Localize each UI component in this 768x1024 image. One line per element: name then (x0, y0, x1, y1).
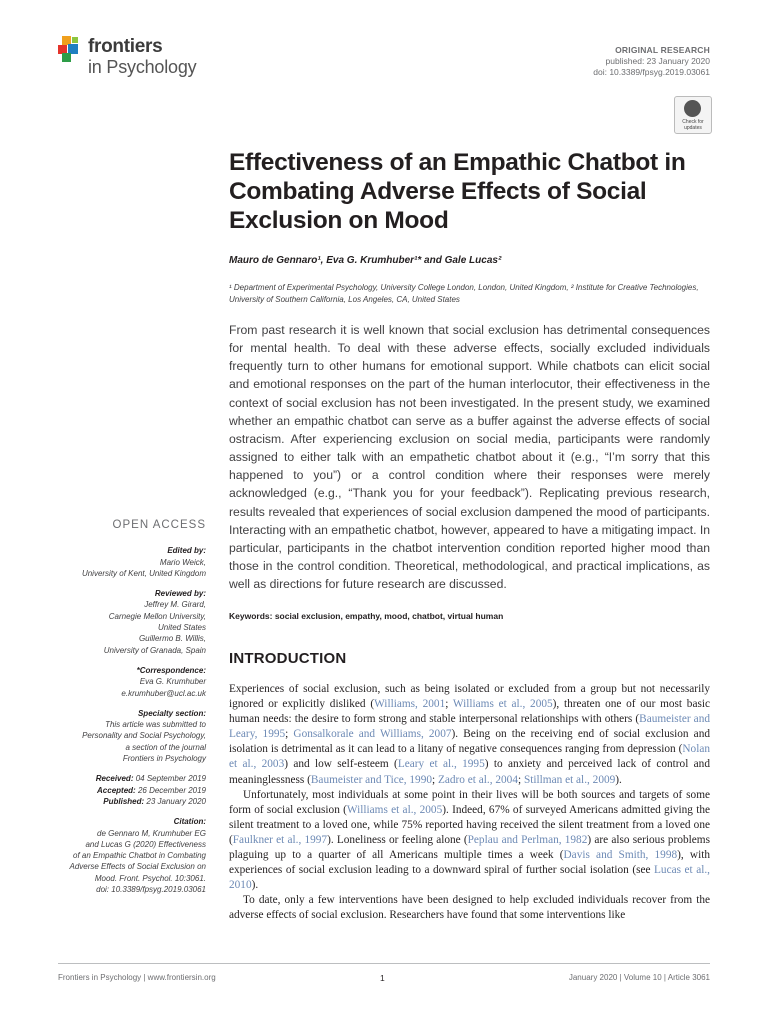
citation-link[interactable]: Baumeister and Leary, 1995 (229, 713, 710, 741)
footer-divider (58, 963, 710, 964)
body-text: ). Indeed, 67% of surveyed Americans admitted giving the silent treatment to a loved one, while 75% reported having received the silent treatment from a loved one ( (229, 803, 710, 846)
body-text: To date, only a few interventions have been designed to help excluded individuals recover from the adverse effects of social exclusion. Researchers have found that some interventions like (229, 894, 710, 922)
citation-link[interactable]: Williams et al., 2005 (452, 698, 553, 711)
correspondence-label: *Correspondence: (136, 665, 206, 675)
dates-block (58, 773, 206, 807)
citation-link[interactable]: Peplau and Perlman, 1982 (467, 833, 588, 846)
published-date-sidebar: Published: 23 January 2020 (103, 796, 206, 806)
body-text: ). (615, 773, 622, 786)
citation-block (58, 816, 206, 895)
specialty-line: Frontiers in Psychology (122, 754, 206, 764)
article-doi[interactable]: doi: 10.3389/fpsyg.2019.03061 (593, 67, 710, 77)
open-access-label: OPEN ACCESS (112, 519, 206, 531)
intro-paragraph-3 (229, 893, 710, 923)
reviewer-line: United States (157, 623, 206, 633)
body-text: ) to anxiety and perceived lack of control and meaninglessness ( (229, 758, 710, 786)
body-text: Unfortunately, most individuals at some point in their lives will be both sources and targets of some form of social exclusion ( (229, 788, 710, 816)
body-text: ; (445, 698, 453, 711)
check-updates-label: Check for updates (682, 119, 704, 131)
abstract: From past research it is well known that social exclusion has detrimental consequences for mental health. To deal with these adverse effects, socially excluded individuals frequently turn to other humans for emotional support. While chatbots can elicit social and emotional responses on the part of the human interlocutor, their effectiveness in the context of social exclusion has not been investigated. In the present study, we examined whether an empathic chatbot can serve as a buffer against the adverse effects of social ostracism. After experiencing exclusion on social media, participants were randomly assigned to either talk with an empathetic chatbot about it (e.g., “I’m sorry that this happened to you”) or a control condition where their responses were merely acknowledged (e.g., “Thank you for your feedback”). Replicating previous research, results revealed that experiences of social exclusion dampened the mood of participants. Interacting with an empathetic chatbot, however, appeared to have a mitigating impact. In particular, participants in the chatbot intervention condition reported higher mood than those in the control condition. Theoretical, methodological, and practical implications, as well as directions for future research are discussed. (229, 323, 711, 592)
reviewer-line: Carnegie Mellon University, (108, 611, 206, 621)
citation-link[interactable]: Baumeister and Tice, 1990 (310, 773, 433, 786)
reviewed-by-block (58, 588, 206, 656)
introduction-body (229, 682, 710, 924)
citation-link[interactable]: Davis and Smith, 1998 (563, 849, 678, 862)
footer-issue-info: January 2020 | Volume 10 | Article 3061 (568, 973, 710, 982)
published-date: published: 23 January 2020 (605, 56, 710, 66)
journal-name-line1: frontiers (88, 36, 163, 57)
citation-link[interactable]: Faulkner et al., 1997 (232, 833, 328, 846)
citation-link[interactable]: Nolan et al., 2003 (229, 743, 710, 771)
correspondence-email[interactable]: e.krumhuber@ucl.ac.uk (121, 688, 206, 698)
check-updates-icon (684, 100, 701, 117)
citation-line: Adverse Effects of Social Exclusion on (69, 862, 206, 872)
citation-link[interactable]: Williams, 2001 (374, 698, 446, 711)
citation-link[interactable]: Leary et al., 1995 (397, 758, 485, 771)
edited-by-block (58, 545, 206, 579)
citation-line: Mood. Front. Psychol. 10:3061. (94, 873, 206, 883)
citation-link[interactable]: Zadro et al., 2004 (437, 773, 518, 786)
reviewer-line: Guillermo B. Willis, (138, 634, 206, 644)
citation-line: de Gennaro M, Krumhuber EG (97, 828, 206, 838)
body-text: ; (285, 728, 294, 741)
body-text: ), with experiences of social exclusion leading to a downward spiral of further social isolation (see (229, 849, 710, 877)
specialty-block (58, 708, 206, 764)
citation-link[interactable]: Stillman et al., 2009 (523, 773, 616, 786)
body-text: ; (432, 773, 438, 786)
specialty-label: Specialty section: (137, 708, 206, 718)
article-title: Effectiveness of an Empathic Chatbot in Combating Adverse Effects of Social Exclusion on Mood (229, 149, 686, 234)
citation-label: Citation: (173, 817, 206, 827)
body-text: ) are also serious problems plaguing up to a quarter of all Americans multiple times a week ( (229, 833, 710, 862)
article-type: ORIGINAL RESEARCH (615, 45, 710, 55)
editor-line: University of Kent, United Kingdom (81, 568, 206, 578)
received-date: Received: 04 September 2019 (95, 774, 206, 784)
correspondence-block (58, 665, 206, 699)
specialty-line: This article was submitted to (105, 720, 206, 730)
footer-journal[interactable]: Frontiers in Psychology | www.frontiersin.org (58, 973, 216, 982)
citation-link[interactable]: Gonsalkorale and Williams, 2007 (293, 728, 452, 741)
accepted-date: Accepted: 26 December 2019 (97, 785, 206, 795)
reviewer-line: University of Granada, Spain (103, 645, 206, 655)
body-text: Experiences of social exclusion, such as being isolated or excluded from a group but not necessarily ignored or explicitly disliked ( (229, 683, 710, 711)
specialty-line: Personality and Social Psychology, (82, 731, 206, 741)
edited-by-label: Edited by: (167, 546, 206, 556)
body-text: ; (517, 773, 524, 786)
keywords: Keywords: social exclusion, empathy, mood, chatbot, virtual human (229, 611, 504, 621)
author-list: Mauro de Gennaro¹, Eva G. Krumhuber¹* and Gale Lucas² (229, 255, 502, 266)
intro-paragraph-1 (229, 682, 710, 788)
frontiers-logo-icon (58, 36, 84, 62)
journal-logo[interactable] (58, 34, 248, 82)
intro-paragraph-2 (229, 788, 710, 894)
editor-line: Mario Weick, (159, 557, 206, 567)
reviewer-line: Jeffrey M. Girard, (144, 600, 206, 610)
article-sidebar (58, 520, 206, 904)
reviewed-by-label: Reviewed by: (154, 589, 206, 599)
journal-name-line2: in Psychology (88, 57, 197, 77)
section-heading-introduction: INTRODUCTION (229, 650, 347, 667)
citation-line: of an Empathic Chatbot in Combating (73, 851, 206, 861)
correspondence-name: Eva G. Krumhuber (139, 677, 206, 687)
specialty-line: a section of the journal (125, 742, 206, 752)
citation-link[interactable]: Williams et al., 2005 (346, 803, 443, 816)
body-text: ), threaten one of our most basic human needs: the desire to form strong and stable interpersonal relationships with others ( (229, 698, 711, 726)
body-text: ). Loneliness or feeling alone ( (327, 833, 468, 846)
author-affiliations: ¹ Department of Experimental Psychology, University College London, London, United Kingdom, ² Institute for Creative Technologies, University of Southern California, Los Angeles, CA, United States (229, 283, 699, 304)
check-for-updates-button[interactable] (674, 96, 712, 134)
citation-line: and Lucas G (2020) Effectiveness (85, 839, 206, 849)
page-number: 1 (380, 973, 385, 983)
citation-link[interactable]: Lucas et al., 2010 (229, 864, 710, 892)
citation-doi[interactable]: doi: 10.3389/fpsyg.2019.03061 (96, 885, 206, 895)
body-text: ). Being on the receiving end of social exclusion and isolation is detrimental as it can lead to a litany of negative consequences ranging from depression ( (229, 728, 710, 756)
body-text: ). (251, 879, 259, 892)
article-header-meta (593, 45, 710, 78)
body-text: ) and low self-esteem ( (284, 758, 398, 771)
